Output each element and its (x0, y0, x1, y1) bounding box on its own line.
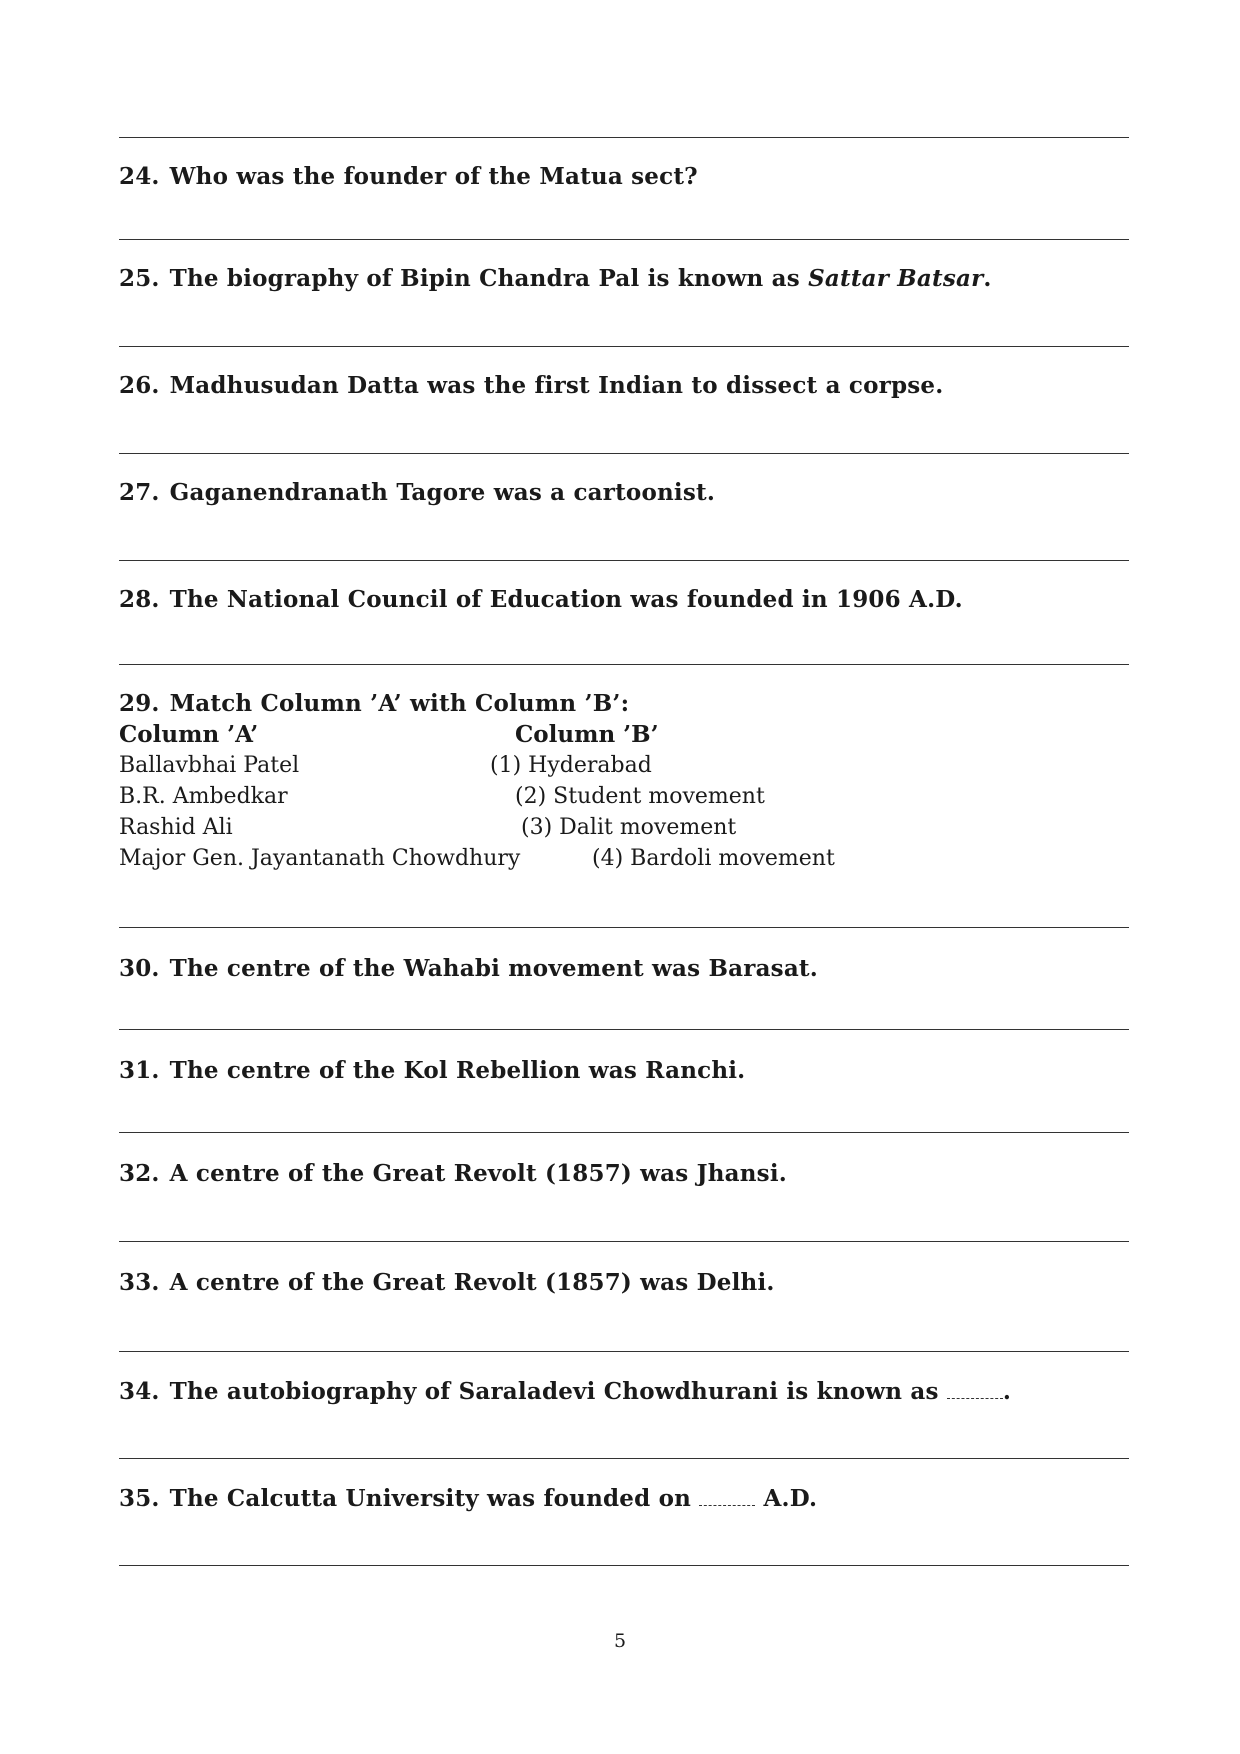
divider (119, 239, 1129, 240)
divider (119, 1565, 1129, 1566)
question-30 (119, 955, 818, 982)
divider (119, 1351, 1129, 1352)
question-text: Gaganendranath Tagore was a cartoonist. (169, 479, 716, 506)
column-a-item: B.R. Ambedkar (119, 784, 288, 809)
column-a-header: Column ’A’ (119, 721, 259, 748)
question-29 (119, 690, 629, 717)
question-34: 34. The autobiography of Saraladevi Chowdhurani is known as . (119, 1378, 1012, 1405)
column-a-item: Rashid Ali (119, 815, 233, 840)
question-text: Madhusudan Datta was the first Indian to dissect a corpse. (169, 372, 944, 399)
fill-in-blank (947, 1388, 1003, 1399)
question-number: 28. (119, 586, 160, 613)
question-number: 32. (119, 1160, 160, 1187)
question-number: 29. (119, 690, 160, 717)
divider (119, 137, 1129, 138)
question-25: 25. The biography of Bipin Chandra Pal is known as Sattar Batsar. (119, 265, 992, 292)
fill-in-blank (699, 1495, 755, 1506)
column-b-item: (3) Dalit movement (521, 815, 737, 840)
question-35: 35. The Calcutta University was founded on A.D. (119, 1485, 818, 1512)
divider (119, 1241, 1129, 1242)
question-text: A centre of the Great Revolt (1857) was Jhansi. (169, 1160, 787, 1187)
question-text: The Calcutta University was founded on (169, 1485, 700, 1512)
column-b-item: (1) Hyderabad (490, 753, 652, 778)
column-a-item: Major Gen. Jayantanath Chowdhury (119, 846, 521, 871)
question-text: The centre of the Kol Rebellion was Ranchi. (169, 1057, 746, 1084)
question-number: 26. (119, 372, 160, 399)
question-text: Match Column ’A’ with Column ’B’: (169, 690, 630, 717)
book-title: Sattar Batsar (808, 265, 984, 292)
question-text: The National Council of Education was founded in 1906 A.D. (169, 586, 963, 613)
question-text: A centre of the Great Revolt (1857) was Delhi. (169, 1269, 775, 1296)
column-a-item: Ballavbhai Patel (119, 753, 300, 778)
question-number: 27. (119, 479, 160, 506)
question-31 (119, 1057, 745, 1084)
divider (119, 560, 1129, 561)
question-number: 30. (119, 955, 160, 982)
divider (119, 1029, 1129, 1030)
divider (119, 664, 1129, 665)
question-number: 31. (119, 1057, 160, 1084)
question-28 (119, 586, 963, 613)
question-number: 25. (119, 265, 160, 292)
column-b-item: (2) Student movement (515, 784, 765, 809)
column-b-header: Column ’B’ (515, 721, 659, 748)
divider (119, 1132, 1129, 1133)
question-number: 24. (119, 163, 160, 190)
question-text: The autobiography of Saraladevi Chowdhurani is known as (169, 1378, 947, 1405)
question-text: Who was the founder of the Matua sect? (169, 163, 698, 190)
question-number: 34. (119, 1378, 160, 1405)
column-b-item: (4) Bardoli movement (592, 846, 835, 871)
question-32 (119, 1160, 787, 1187)
question-text: The biography of Bipin Chandra Pal is known as (169, 265, 809, 292)
question-24 (119, 163, 698, 190)
divider (119, 1458, 1129, 1459)
question-number: 35. (119, 1485, 160, 1512)
divider (119, 453, 1129, 454)
question-33 (119, 1269, 775, 1296)
divider (119, 346, 1129, 347)
question-number: 33. (119, 1269, 160, 1296)
question-text: The centre of the Wahabi movement was Barasat. (169, 955, 818, 982)
divider (119, 927, 1129, 928)
question-27 (119, 479, 715, 506)
question-26 (119, 372, 943, 399)
page-number: 5 (613, 1630, 627, 1652)
